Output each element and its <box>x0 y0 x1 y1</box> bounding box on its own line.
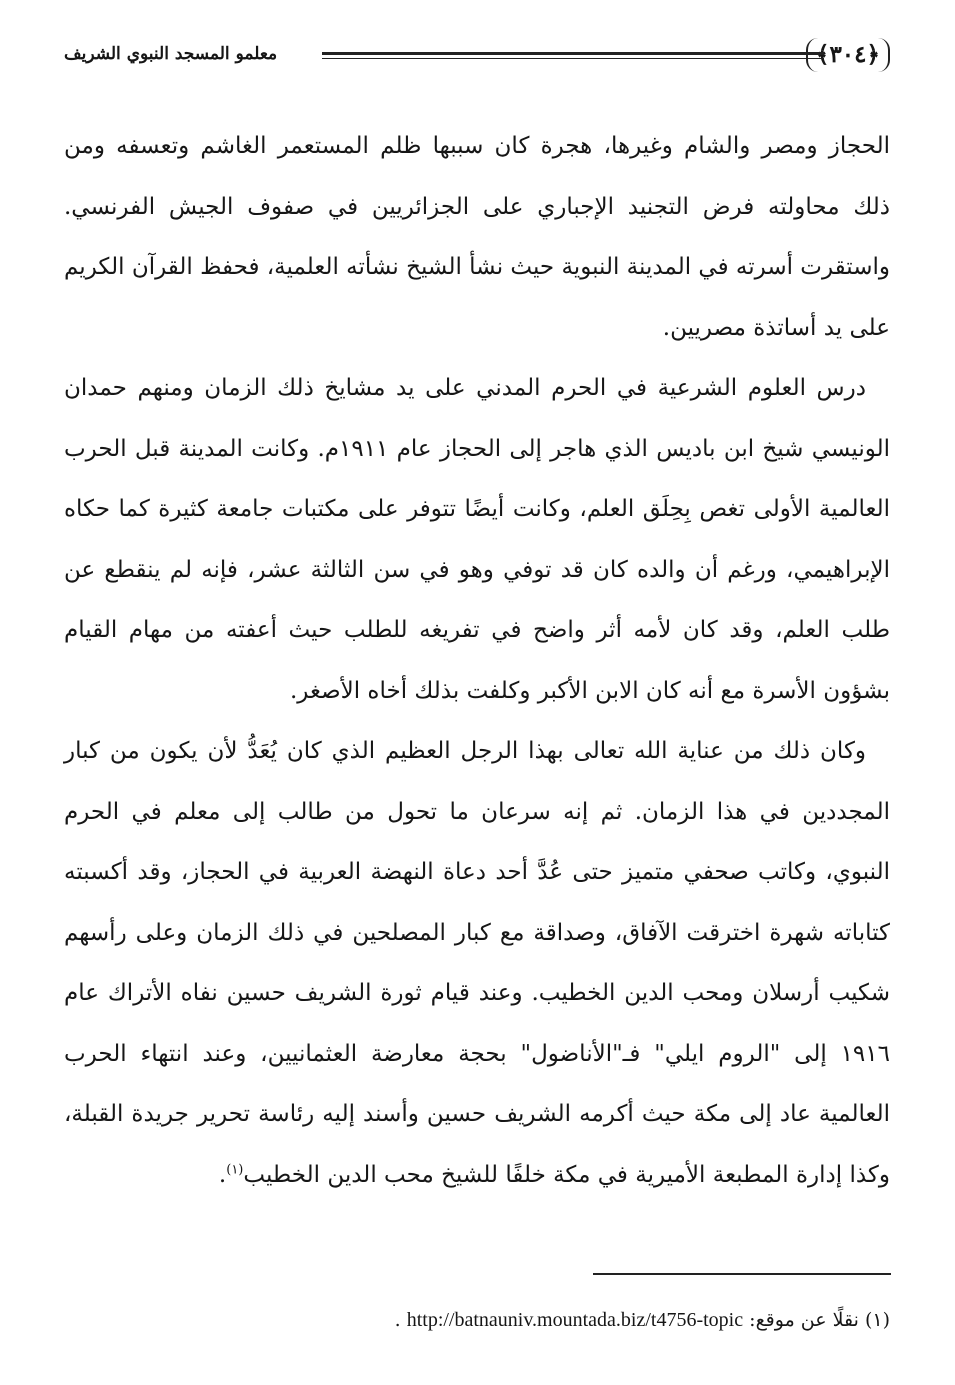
footnote-url: http://batnauniv.mountada.biz/t4756-topic <box>406 1309 744 1331</box>
header-divider <box>322 52 824 59</box>
footnote <box>64 1300 890 1340</box>
paragraph-2: درس العلوم الشرعية في الحرم المدني على يد مشايخ ذلك الزمان ومنهم حمدان الونيسي شيخ ابن باديس الذي هاجر إلى الحجاز عام ١٩١١م. وكانت المدينة قبل الحرب العالمية الأولى تغص بِحِلَق العلم، وكانت أيضًا تتوفر على مكتبات جامعة كثيرة كما حكاه الإبراهيمي، ورغم أن والده كان قد توفي وهو في سن الثالثة عشر، فإنه لم ينقطع عن طلب العلم، وقد كان لأمه أثر واضح في تفريغه للطلب حيث أعفته من مهام القيام بشؤون الأسرة مع أنه كان الابن الأكبر وكلفت بذلك أخاه الأصغر. <box>64 375 890 704</box>
page-number: ﴿٣٠٤﴾ <box>806 38 890 72</box>
paragraph-1: الحجاز ومصر والشام وغيرها، هجرة كان سببها ظلم المستعمر الغاشم وتعسفه ومن ذلك محاولته فرض التجنيد الإجباري على الجزائريين في صفوف الجيش الفرنسي. واستقرت أسرته في المدينة النبوية حيث نشأ الشيخ نشأته العلمية، فحفظ القرآن الكريم على يد أساتذة مصريين. <box>64 133 890 341</box>
footnote-reference[interactable]: (١) <box>226 1161 244 1177</box>
paragraph-3 <box>64 721 890 1205</box>
running-title: معلمو المسجد النبوي الشريف <box>64 44 278 64</box>
footnote-divider <box>593 1273 891 1275</box>
footnote-end: . <box>394 1309 401 1331</box>
paragraph-3-end: . <box>218 1161 227 1188</box>
body-text <box>64 116 890 1205</box>
footnote-lead: نقلًا عن موقع: <box>749 1309 859 1331</box>
running-header <box>64 34 890 82</box>
footnote-number: (١) <box>864 1309 890 1331</box>
paragraph-3-text: وكان ذلك من عناية الله تعالى بهذا الرجل العظيم الذي كان يُعَدُّ لأن يكون من كبار المجددين في هذا الزمان. ثم إنه سرعان ما تحول من طالب إلى معلم في الحرم النبوي، وكاتب صحفي متميز حتى عُدَّ أحد دعاة النهضة العربية في الحجاز، وقد أكسبته كتاباته شهرة اخترقت الآفاق، وصداقة مع كبار المصلحين في ذلك الزمان وعلى رأسهم شكيب أرسلان ومحب الدين الخطيب. وعند قيام ثورة الشريف حسين نفاه الأتراك عام ١٩١٦ إلى "الروم ايلي" فـ"الأناضول" بحجة معارضة العثمانيين، وعند انتهاء الحرب العالمية عاد إلى مكة حيث أكرمه الشريف حسين وأسند إليه رئاسة تحرير جريدة القبلة، وكذا إدارة المطبعة الأميرية في مكة خلفًا للشيخ محب الدين الخطيب <box>64 738 890 1188</box>
